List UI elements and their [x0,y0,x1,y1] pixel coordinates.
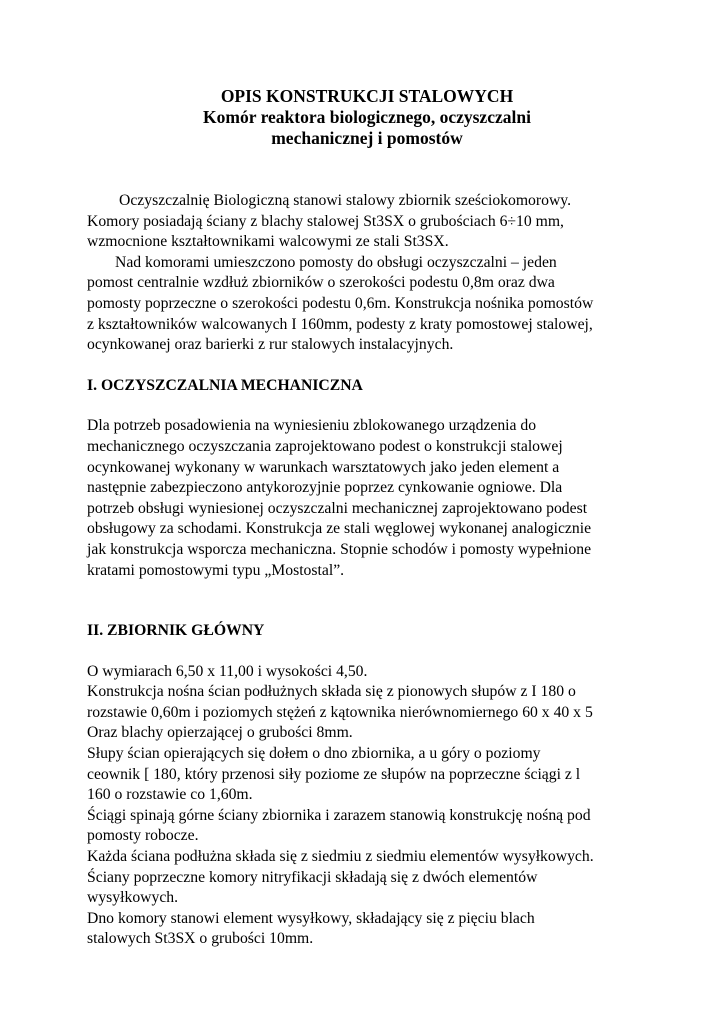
section-1-heading: I. OCZYSZCZALNIA MECHANICZNA [87,376,363,394]
intro-paragraph-2 [87,253,647,356]
text-line: 160 o rozstawie co 1,60m. [87,786,253,804]
text-line: jak konstrukcja wsporcza mechaniczna. Stopnie schodów i pomosty wypełnione [87,540,592,558]
text-line: pomosty poprzeczne o szerokości podestu 0,6m. Konstrukcja nośnika pomostów [87,294,594,312]
document-page [87,86,647,950]
text-line: ocynkowanej oraz barierki z rur stalowych instalacyjnych. [87,336,454,354]
text-line: Dno komory stanowi element wysyłkowy, składający się z pięciu blach [87,909,535,927]
section-1-body [87,416,647,581]
intro-paragraph-1 [87,191,647,253]
text-line: Słupy ścian opierających się dołem o dno zbiornika, a u góry o poziomy [87,745,541,763]
intro-section [87,191,647,356]
text-line: potrzeb obsługi wyniesionej oczyszczalni mechanicznej zaprojektowano podest [87,499,588,517]
text-line: wzmocnione kształtownikami walcowymi ze stali St3SX. [87,233,449,251]
text-line: ocynkowanej wykonany w warunkach warsztatowych jako jeden element a [87,458,560,476]
text-line: ceownik [ 180, który przenosi siły poziome ze słupów na poprzeczne ściągi z l [87,765,581,783]
text-line: mechanicznego oczyszczania zaprojektowano podest o konstrukcji stalowej [87,437,563,455]
text-line: Komory posiadają ściany z blachy stalowej St3SX o grubościach 6÷10 mm, [87,212,564,230]
document-subtitle-line-1: Komór reaktora biologicznego, oczyszczalni [203,107,531,127]
section-2-heading: II. ZBIORNIK GŁÓWNY [87,622,265,640]
text-line: Dla potrzeb posadowienia na wyniesieniu zblokowanego urządzenia do [87,417,537,435]
text-line: O wymiarach 6,50 x 11,00 i wysokości 4,50. [87,662,368,680]
text-line: obsługowy za schodami. Konstrukcja ze stali węglowej wykonanej analogicznie [87,520,592,538]
text-line: Nad komorami umieszczono pomosty do obsługi oczyszczalni – jeden [115,253,557,271]
text-line: stalowych St3SX o grubości 10mm. [87,930,314,948]
document-subtitle-line-2: mechanicznej i pomostów [271,128,463,148]
document-title: OPIS KONSTRUKCJI STALOWYCH [220,86,514,106]
text-line: Oraz blachy opierzającej o grubości 8mm. [87,724,353,742]
text-line: pomost centralnie wzdłuż zbiorników o szerokości podestu 0,8m oraz dwa [87,274,555,292]
document-title-block [87,86,647,149]
text-line: Oczyszczalnię Biologiczną stanowi stalowy zbiornik sześciokomorowy. [119,192,572,209]
text-line: wysyłkowych. [87,889,179,907]
text-line: z kształtowników walcowanych I 160mm, podesty z kraty pomostowej stalowej, [87,315,593,333]
text-line: pomosty robocze. [87,827,199,845]
text-line: kratami pomostowymi typu „Mostostal”. [87,561,345,579]
text-line: Ściany poprzeczne komory nitryfikacji składają się z dwóch elementów [87,868,538,886]
text-line: Konstrukcja nośna ścian podłużnych składa się z pionowych słupów z I 180 o [87,683,576,701]
text-line: rozstawie 0,60m i poziomych stężeń z kątownika nierównomiernego 60 x 40 x 5 [87,703,593,721]
text-line: następnie zabezpieczono antykorozyjnie poprzez cynkowanie ogniowe. Dla [87,479,563,497]
text-line: Każda ściana podłużna składa się z siedmiu z siedmiu elementów wysyłkowych. [87,848,594,866]
section-2-body [87,662,647,950]
text-line: Ściągi spinają górne ściany zbiornika i zarazem stanowią konstrukcję nośną pod [87,806,591,824]
